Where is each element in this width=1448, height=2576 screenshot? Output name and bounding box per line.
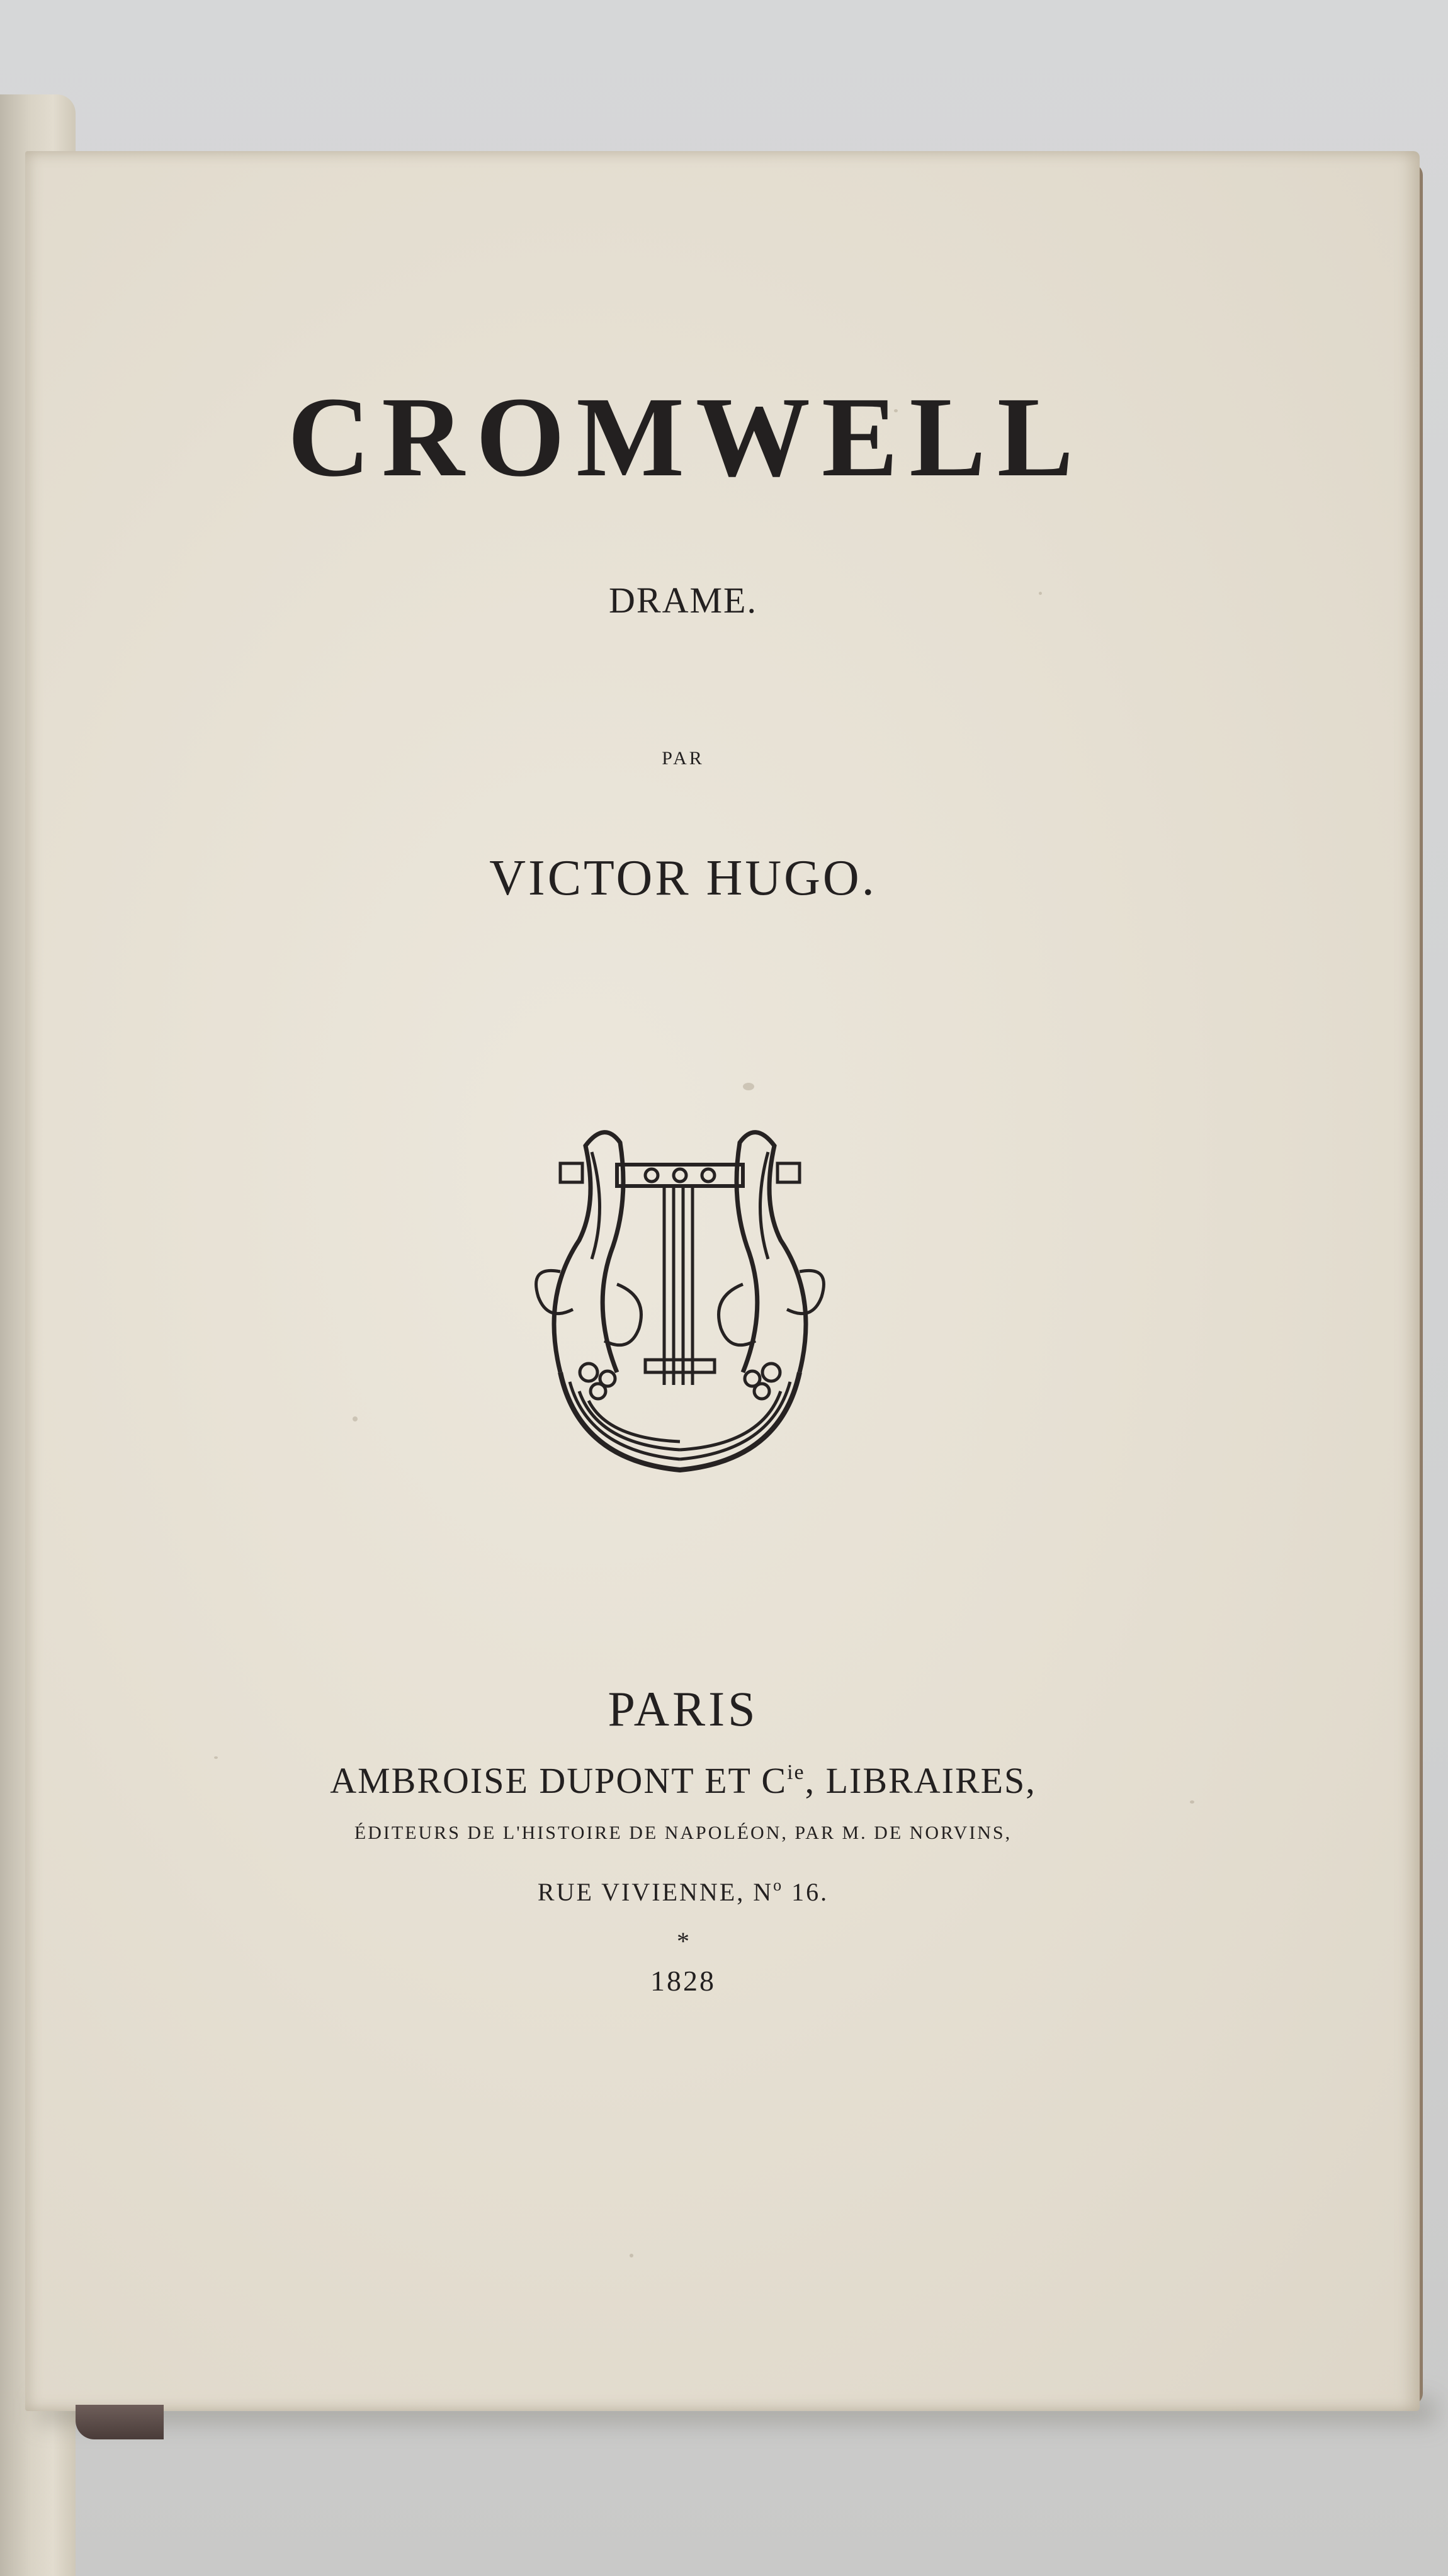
address-superscript: o xyxy=(773,1876,784,1894)
publisher-suffix: , LIBRAIRES, xyxy=(805,1760,1036,1801)
lyre-ornament-icon xyxy=(523,1108,837,1486)
asterisk-separator: * xyxy=(677,1927,689,1955)
by-label: PAR xyxy=(662,748,704,769)
imprint-city: PARIS xyxy=(608,1681,759,1736)
editors-line: ÉDITEURS DE L'HISTOIRE DE NAPOLÉON, PAR M. DE NORVINS, xyxy=(354,1822,1012,1843)
book-title: CROMWELL xyxy=(287,374,1085,500)
publisher-address xyxy=(25,1876,1341,1907)
address-number: 16. xyxy=(783,1878,829,1906)
book-genre: DRAME. xyxy=(609,580,757,621)
publisher-name: AMBROISE DUPONT ET C xyxy=(330,1760,788,1801)
publisher-line xyxy=(25,1760,1341,1802)
paper-speck xyxy=(353,1416,358,1421)
book-cover-edge xyxy=(76,2405,164,2439)
paper-speck xyxy=(743,1083,754,1090)
address-street: RUE VIVIENNE, N xyxy=(537,1878,774,1906)
paper-speck xyxy=(214,1756,218,1759)
publisher-superscript: ie xyxy=(787,1761,805,1784)
author-name: VICTOR HUGO. xyxy=(489,850,877,906)
publication-year: 1828 xyxy=(650,1965,716,1997)
paper-speck xyxy=(630,2254,633,2257)
title-page xyxy=(25,151,1420,2411)
